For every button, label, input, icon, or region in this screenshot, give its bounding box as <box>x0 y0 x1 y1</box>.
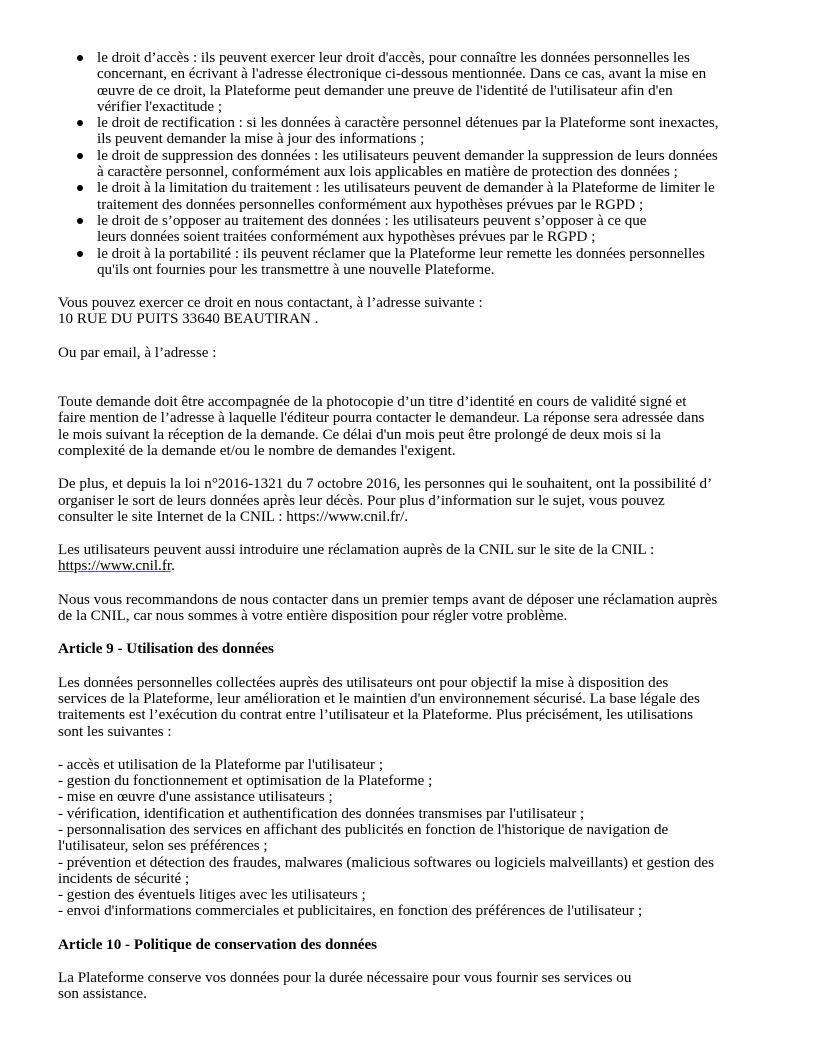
list-item <box>97 50 763 115</box>
use-line: - accès et utilisation de la Plateforme par l'utilisateur ; <box>58 756 384 773</box>
use-line: - mise en œuvre d'une assistance utilisateurs ; <box>58 789 333 806</box>
article-9-heading: Article 9 - Utilisation des données <box>58 641 274 658</box>
use-line: - envoi d'informations commerciales et publicitaires, en fonction des préférences de l'utilisateur ; <box>58 903 643 920</box>
use-line: - personnalisation des services en affichant des publicités en fonction de l'historique de navigation de <box>58 821 669 838</box>
bullet-icon <box>77 120 83 126</box>
spacer <box>58 658 763 675</box>
recommend-paragraph <box>58 592 763 625</box>
list-item-line: concernant, en écrivant à l'adresse électronique ci-dessous mentionnée. Dans ce cas, avant la mise en <box>97 66 707 83</box>
rights-list <box>58 50 763 278</box>
bullet-icon <box>77 218 83 224</box>
list-item-line: qu'ils ont fournies pour les transmettre à une nouvelle Plateforme. <box>97 261 495 278</box>
list-item-line: le droit de suppression des données : les utilisateurs peuvent demander la suppression de leurs données <box>97 147 718 164</box>
paragraph-line: son assistance. <box>58 986 147 1003</box>
spacer <box>58 361 763 394</box>
paragraph-line: Nous vous recommandons de nous contacter dans un premier temps avant de déposer une réclamation auprès <box>58 591 718 608</box>
use-line: - gestion des éventuels litiges avec les utilisateurs ; <box>58 887 366 904</box>
spacer <box>58 525 763 542</box>
list-item <box>97 115 763 148</box>
use-line: l'utilisateur, selon ses préférences ; <box>58 838 268 855</box>
request-paragraph <box>58 394 763 459</box>
list-item-line: le droit à la limitation du traitement : les utilisateurs peuvent de demander à la Plateforme de limiter le <box>97 180 715 197</box>
paragraph-line <box>58 558 763 574</box>
bullet-icon <box>77 251 83 257</box>
postal-address: 10 RUE DU PUITS 33640 BEAUTIRAN . <box>58 311 319 328</box>
spacer <box>58 328 763 345</box>
spacer <box>58 953 763 970</box>
list-item-line: œuvre de ce droit, la Plateforme peut demander une preuve de l'identité de l'utilisateur afin d'en <box>97 82 673 99</box>
link-trailing-period: . <box>171 558 175 575</box>
list-item-line: le droit de s’opposer au traitement des données : les utilisateurs peuvent s’opposer à ce que <box>97 212 647 229</box>
list-item <box>97 213 763 246</box>
document-page <box>58 50 763 1003</box>
paragraph-line: complexité de la demande et/ou le nombre de demandes l'exigent. <box>58 442 456 459</box>
contact-paragraph <box>58 295 763 328</box>
paragraph-line: La Plateforme conserve vos données pour la durée nécessaire pour vous fournir ses services ou <box>58 970 632 987</box>
paragraph-line: services de la Plateforme, leur amélioration et le maintien d'un environnement sécurisé. La base légale des <box>58 690 700 707</box>
article-9-intro <box>58 675 763 740</box>
article-10-heading: Article 10 - Politique de conservation des données <box>58 936 378 953</box>
spacer <box>58 278 763 295</box>
spacer <box>58 624 763 641</box>
list-item-line: leurs données soient traitées conformément aux hypothèses prévues par le RGPD ; <box>97 229 596 246</box>
list-item-line: le droit de rectification : si les données à caractère personnel détenues par la Plateforme sont inexactes, <box>97 115 719 132</box>
use-line: - vérification, identification et authentification des données transmises par l'utilisateur ; <box>58 805 585 822</box>
paragraph-line: traitements est l’exécution du contrat entre l’utilisateur et la Plateforme. Plus précisément, les utilisations <box>58 707 694 724</box>
paragraph-line: faire mention de l’adresse à laquelle l'éditeur pourra contacter le demandeur. La réponse sera adressée dans <box>58 410 705 427</box>
paragraph-line: le mois suivant la réception de la demande. Ce délai d'un mois peut être prolongé de deux mois si la <box>58 426 661 443</box>
spacer <box>58 459 763 476</box>
list-item-line: ils peuvent demander la mise à jour des informations ; <box>97 131 425 148</box>
paragraph-line: Toute demande doit être accompagnée de la photocopie d’un titre d’identité en cours de validité signé et <box>58 394 687 411</box>
article-10-body <box>58 970 763 1003</box>
bullet-icon <box>77 153 83 159</box>
spacer <box>58 740 763 757</box>
list-item-line: traitement des données personnelles conformément aux hypothèses prévues par le RGPD ; <box>97 196 644 213</box>
contact-intro: Vous pouvez exercer ce droit en nous contactant, à l’adresse suivante : <box>58 295 483 312</box>
paragraph-line: organiser le sort de leurs données après leur décès. Pour plus d’information sur le sujet, vous pouvez <box>58 492 665 509</box>
list-item <box>97 180 763 213</box>
use-line: - gestion du fonctionnement et optimisation de la Plateforme ; <box>58 773 433 790</box>
use-line: incidents de sécurité ; <box>58 870 190 887</box>
list-item <box>97 246 763 279</box>
law-paragraph <box>58 476 763 525</box>
use-line: - prévention et détection des fraudes, malwares (malicious softwares ou logiciels malveillants) et gestion des <box>58 854 714 871</box>
list-item-line: le droit à la portabilité : ils peuvent réclamer que la Plateforme leur remette les données personnelles <box>97 245 705 262</box>
paragraph-line: consulter le site Internet de la CNIL : https://www.cnil.fr/. <box>58 508 409 525</box>
article-9-uses <box>58 757 763 920</box>
list-item-line: à caractère personnel, conformément aux lois applicables en matière de protection des données ; <box>97 164 678 181</box>
paragraph-line: de la CNIL, car nous sommes à votre entière disposition pour régler votre problème. <box>58 608 568 625</box>
spacer <box>58 920 763 937</box>
cnil-link[interactable]: https://www.cnil.fr <box>58 558 172 575</box>
list-item-line: le droit d’accès : ils peuvent exercer leur droit d'accès, pour connaître les données personnelles les <box>97 50 690 66</box>
cnil-paragraph <box>58 542 763 575</box>
list-item <box>97 148 763 181</box>
bullet-icon <box>77 55 83 61</box>
spacer <box>58 575 763 592</box>
paragraph-line: De plus, et depuis la loi n°2016-1321 du 7 octobre 2016, les personnes qui le souhaitent, ont la possibilité d’ <box>58 476 713 493</box>
paragraph-line: Les utilisateurs peuvent aussi introduire une réclamation auprès de la CNIL sur le site de la CNIL : <box>58 542 655 559</box>
email-intro: Ou par email, à l’adresse : <box>58 344 217 361</box>
list-item-line: vérifier l'exactitude ; <box>97 98 223 115</box>
paragraph-line: sont les suivantes : <box>58 723 172 740</box>
paragraph-line: Les données personnelles collectées auprès des utilisateurs ont pour objectif la mise à disposition des <box>58 674 669 691</box>
bullet-icon <box>77 185 83 191</box>
